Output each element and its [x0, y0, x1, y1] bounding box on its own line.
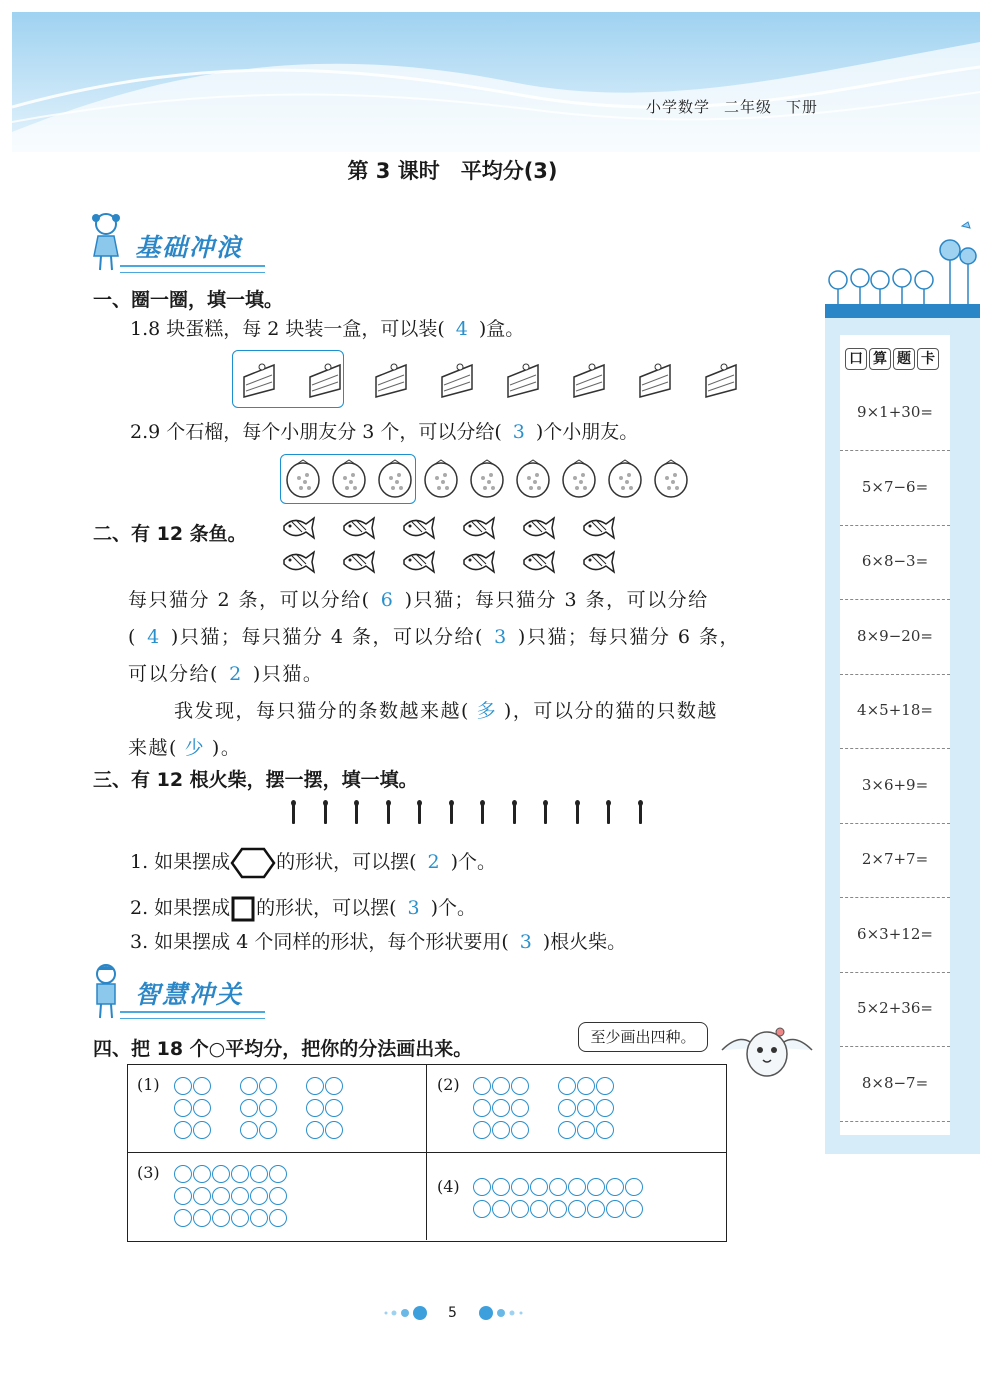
circle-icon	[511, 1178, 529, 1196]
match-icon	[576, 804, 579, 824]
volume-text: 下册	[785, 98, 818, 116]
answer-line	[840, 1121, 950, 1122]
match-icon	[481, 804, 484, 824]
mental-calc-item: 6×8−3=	[861, 552, 929, 570]
page-number: 5	[448, 1305, 457, 1321]
title-char: 算	[869, 348, 891, 370]
answer: 3	[512, 421, 525, 443]
speech-bubble: 至少画出四种。	[578, 1022, 708, 1052]
cake-icon	[372, 357, 412, 401]
q1-item1: 1.8 块蛋糕，每 2 块装一盒，可以装( 4 )盒。	[130, 318, 525, 340]
cake-row	[240, 357, 750, 401]
answer: 6	[380, 589, 395, 611]
circle-icon	[193, 1121, 211, 1139]
answer-line	[840, 525, 950, 526]
circle-icon	[193, 1187, 211, 1205]
answer-line	[840, 599, 950, 600]
match-icon	[324, 804, 327, 824]
pomegranate-icon	[285, 458, 323, 500]
pomegranate-row	[285, 458, 705, 500]
circle-icon	[492, 1121, 510, 1139]
mental-calc-item: 6×3+12=	[857, 924, 933, 943]
fish-icon	[580, 548, 616, 576]
fish-icon	[400, 514, 436, 542]
match-icon	[387, 804, 390, 824]
circle-row	[174, 1118, 344, 1140]
circle-icon	[240, 1099, 258, 1117]
circle-icon	[259, 1077, 277, 1095]
circle-icon	[250, 1165, 268, 1183]
circle-icon	[606, 1178, 624, 1196]
circle-icon	[193, 1099, 211, 1117]
answer: 3	[407, 897, 420, 919]
circle-icon	[174, 1165, 192, 1183]
circle-icon	[269, 1165, 287, 1183]
fish-icon	[280, 514, 316, 542]
q3-label: 三、有 12 根火柴，摆一摆，填一填。	[93, 769, 418, 791]
mental-calc-item: 5×7−6=	[861, 477, 929, 496]
pomegranate-icon	[423, 458, 461, 500]
circle-icon	[325, 1099, 343, 1117]
circle-icon	[212, 1165, 230, 1183]
match-icon	[544, 804, 547, 824]
cake-icon	[570, 357, 610, 401]
pomegranate-icon	[331, 458, 369, 500]
q3-item2: 2. 如果摆成 的形状，可以摆( 3 )个。	[130, 895, 476, 923]
cake-icon	[306, 357, 346, 401]
circle-icon	[240, 1121, 258, 1139]
cell-label: (3)	[137, 1163, 160, 1182]
circle-icon	[492, 1200, 510, 1218]
circle-icon	[174, 1187, 192, 1205]
pomegranate-icon	[377, 458, 415, 500]
circle-icon	[250, 1187, 268, 1205]
girl-mascot-icon	[88, 210, 124, 272]
answer: 少	[184, 737, 206, 759]
cell-4-circles	[473, 1175, 644, 1219]
cell-2-circles	[473, 1074, 615, 1140]
answer-line	[840, 823, 950, 824]
mental-calc-item: 5×2+36=	[857, 999, 933, 1017]
q1-item2: 2.9 个石榴，每个小朋友分 3 个，可以分给( 3 )个小朋友。	[130, 421, 639, 443]
section-heading-basic: 基础冲浪	[135, 233, 244, 262]
pomegranate-icon	[469, 458, 507, 500]
match-icon	[292, 804, 295, 824]
answer: 2	[427, 851, 440, 873]
fish-icon	[580, 514, 616, 542]
circle-icon	[306, 1077, 324, 1095]
page-dots-right-icon	[474, 1303, 534, 1323]
pomegranate-icon	[561, 458, 599, 500]
section-underline	[120, 1011, 265, 1019]
answer: 2	[229, 663, 243, 685]
fish-icon	[520, 514, 556, 542]
mental-calc-item: 2×7+7=	[861, 850, 929, 868]
match-icon	[450, 804, 453, 824]
circle-icon	[511, 1077, 529, 1095]
cell-label: (1)	[137, 1075, 160, 1094]
circle-icon	[511, 1200, 529, 1218]
circle-icon	[174, 1077, 192, 1095]
circle-row	[174, 1162, 288, 1184]
circle-icon	[473, 1121, 491, 1139]
q3-item3: 3. 如果摆成 4 个同样的形状，每个形状要用( 3 )根火柴。	[130, 931, 627, 953]
answer: 3	[519, 931, 532, 953]
circle-icon	[558, 1099, 576, 1117]
circle-icon	[259, 1121, 277, 1139]
mental-calc-item: 8×8−7=	[861, 1073, 929, 1092]
circle-icon	[558, 1077, 576, 1095]
fish-grid	[280, 514, 620, 576]
pomegranate-icon	[607, 458, 645, 500]
circle-icon	[492, 1178, 510, 1196]
cake-icon	[240, 357, 280, 401]
fish-icon	[520, 548, 556, 576]
kids-flowers-illustration	[822, 218, 980, 320]
mental-calc-item: 3×6+9=	[861, 775, 929, 794]
answer-line	[840, 450, 950, 451]
cake-icon	[504, 357, 544, 401]
section-underline	[120, 265, 265, 273]
bird-mascot-icon	[712, 1020, 822, 1082]
circle-icon	[577, 1099, 595, 1117]
circle-icon	[577, 1121, 595, 1139]
circle-icon	[606, 1200, 624, 1218]
circle-icon	[174, 1121, 192, 1139]
cake-icon	[438, 357, 478, 401]
circle-icon	[577, 1077, 595, 1095]
cell-label: (2)	[437, 1075, 460, 1094]
mental-calc-item: 4×5+18=	[857, 701, 933, 719]
pomegranate-icon	[653, 458, 691, 500]
q2-label: 二、有 12 条鱼。	[93, 523, 247, 545]
circle-row	[473, 1197, 644, 1219]
circle-icon	[240, 1077, 258, 1095]
answer: 4	[455, 318, 468, 340]
cell-label: (4)	[437, 1177, 460, 1196]
circle-icon	[587, 1178, 605, 1196]
title-char: 卡	[917, 348, 939, 370]
fish-icon	[400, 548, 436, 576]
lesson-title: 第 3 课时 平均分(3)	[347, 159, 558, 183]
answer-line	[840, 897, 950, 898]
section-heading-wisdom: 智慧冲关	[135, 980, 244, 1009]
fish-icon	[280, 548, 316, 576]
circle-icon	[269, 1209, 287, 1227]
circle-icon	[212, 1209, 230, 1227]
answer: 多	[476, 700, 498, 722]
square-icon	[230, 895, 256, 923]
answer: 4	[147, 626, 161, 648]
cell-3-circles	[174, 1162, 288, 1228]
circle-icon	[193, 1077, 211, 1095]
circle-icon	[473, 1200, 491, 1218]
answer-line	[840, 674, 950, 675]
circle-icon	[568, 1200, 586, 1218]
circle-icon	[492, 1099, 510, 1117]
fish-icon	[460, 514, 496, 542]
circle-icon	[174, 1099, 192, 1117]
title-char: 口	[845, 348, 867, 370]
circle-icon	[325, 1121, 343, 1139]
answer-line	[840, 972, 950, 973]
grid-divider	[127, 1152, 727, 1153]
circle-icon	[473, 1077, 491, 1095]
circle-icon	[596, 1121, 614, 1139]
circle-icon	[193, 1209, 211, 1227]
circle-row	[174, 1074, 344, 1096]
q2-paragraph: 每只猫分 2 条，可以分给( 6 )只猫；每只猫分 3 条，可以分给 ( 4 )只猫；每只猫分 4 条，可以分给( 3 )只猫；每只猫分 6 条， 可以分给( 2 )只猫。 我发现，每只猫分的条数越来越( 多 )，可以分的猫的只数越 来越( 少 )。	[128, 582, 823, 767]
match-icon	[639, 804, 642, 824]
circle-icon	[473, 1099, 491, 1117]
circle-icon	[325, 1077, 343, 1095]
q4-label: 四、把 18 个○平均分，把你的分法画出来。	[93, 1038, 473, 1060]
circle-row	[174, 1206, 288, 1228]
q1-label: 一、圈一圈，填一填。	[93, 289, 284, 311]
circle-row	[174, 1184, 288, 1206]
circle-icon	[549, 1178, 567, 1196]
fish-icon	[340, 514, 376, 542]
fish-icon	[460, 548, 496, 576]
circle-icon	[193, 1165, 211, 1183]
circle-icon	[174, 1209, 192, 1227]
circle-row	[473, 1118, 615, 1140]
subject-text: 小学数学	[645, 98, 710, 116]
pomegranate-icon	[515, 458, 553, 500]
circle-icon	[231, 1187, 249, 1205]
circle-icon	[492, 1077, 510, 1095]
circle-icon	[212, 1187, 230, 1205]
header-subject	[632, 96, 818, 117]
circle-icon	[250, 1209, 268, 1227]
answer: 3	[494, 626, 508, 648]
circle-icon	[625, 1178, 643, 1196]
circle-icon	[231, 1165, 249, 1183]
cell-1-circles	[174, 1074, 344, 1140]
circle-icon	[596, 1099, 614, 1117]
match-icon	[513, 804, 516, 824]
mental-card-title	[845, 348, 945, 372]
circle-icon	[530, 1178, 548, 1196]
circle-icon	[259, 1099, 277, 1117]
grade-text: 二年级	[723, 98, 772, 116]
answer-line	[840, 1046, 950, 1047]
cake-icon	[636, 357, 676, 401]
circle-icon	[473, 1178, 491, 1196]
circle-icon	[511, 1121, 529, 1139]
circle-row	[473, 1096, 615, 1118]
circle-icon	[530, 1200, 548, 1218]
circle-icon	[269, 1187, 287, 1205]
circle-icon	[231, 1209, 249, 1227]
answer-line	[840, 748, 950, 749]
circle-icon	[558, 1121, 576, 1139]
match-icon	[607, 804, 610, 824]
circle-icon	[306, 1099, 324, 1117]
q3-item1: 1. 如果摆成 的形状，可以摆( 2 )个。	[130, 846, 496, 880]
match-icon	[355, 804, 358, 824]
cake-icon	[702, 357, 742, 401]
mental-calc-item: 9×1+30=	[857, 403, 933, 421]
circle-icon	[549, 1200, 567, 1218]
boy-mascot-icon	[88, 962, 124, 1020]
mental-calc-item: 8×9−20=	[857, 626, 933, 645]
circle-row	[473, 1175, 644, 1197]
fish-icon	[340, 548, 376, 576]
circle-icon	[596, 1077, 614, 1095]
circle-icon	[625, 1200, 643, 1218]
circle-icon	[306, 1121, 324, 1139]
title-char: 题	[893, 348, 915, 370]
match-icon	[418, 804, 421, 824]
circle-row	[174, 1096, 344, 1118]
circle-icon	[568, 1178, 586, 1196]
circle-row	[473, 1074, 615, 1096]
circle-icon	[587, 1200, 605, 1218]
match-row	[292, 800, 662, 824]
hexagon-icon	[230, 846, 276, 880]
circle-icon	[511, 1099, 529, 1117]
header-banner	[12, 12, 980, 152]
